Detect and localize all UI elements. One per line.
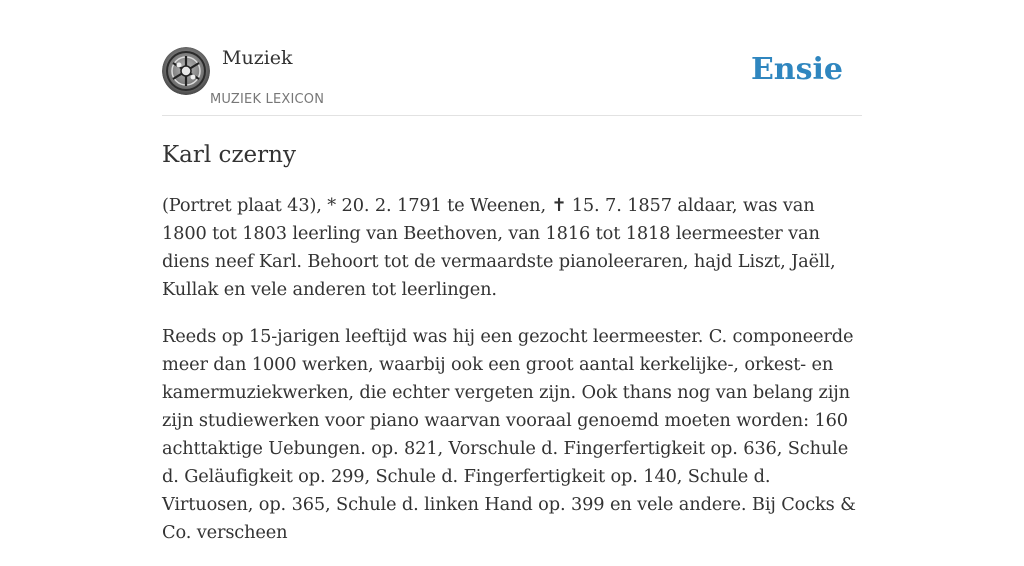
- lexicon-avatar[interactable]: [162, 47, 210, 95]
- article-paragraph: (Portret plaat 43), * 20. 2. 1791 te Weenen, ✝ 15. 7. 1857 aldaar, was van 1800 tot 1803 leerling van Beethoven, van 1816 tot 1818 leermeester van diens neef Karl. Behoort tot de vermaardste pianoleeraren, hajd Liszt, Jaëll, Kullak en vele anderen tot leerlingen.: [162, 195, 836, 300]
- page: [162, 0, 862, 543]
- lexicon-emblem-icon: [162, 47, 210, 95]
- article-title: Karl czerny: [162, 142, 296, 168]
- brand-logo-link[interactable]: Ensie: [750, 52, 843, 87]
- header: [162, 0, 862, 116]
- lexicon-subtitle: MUZIEK LEXICON: [210, 92, 325, 107]
- article-body: [162, 192, 862, 566]
- lexicon-title-link[interactable]: Muziek: [222, 47, 293, 69]
- article-paragraph: Reeds op 15-jarigen leeftijd was hij een gezocht leermeester. C. componeerde meer dan 1000 werken, waarbij ook een groot aantal kerkelijke-, orkest- en kamermuziekwerken, die echter vergeten zijn. Ook thans nog van belang zijn zijn studiewerken voor piano waarvan vooraal genoemd moeten worden: 160 achttaktige Uebungen. op. 821, Vorschule d. Fingerfertigkeit op. 636, Schule d. Geläufigkeit op. 299, Schule d. Fingerfertigkeit op. 140, Schule d. Virtuosen, op. 365, Schule d. linken Hand op. 399 en vele andere. Bij Cocks & Co. verscheen: [162, 326, 856, 543]
